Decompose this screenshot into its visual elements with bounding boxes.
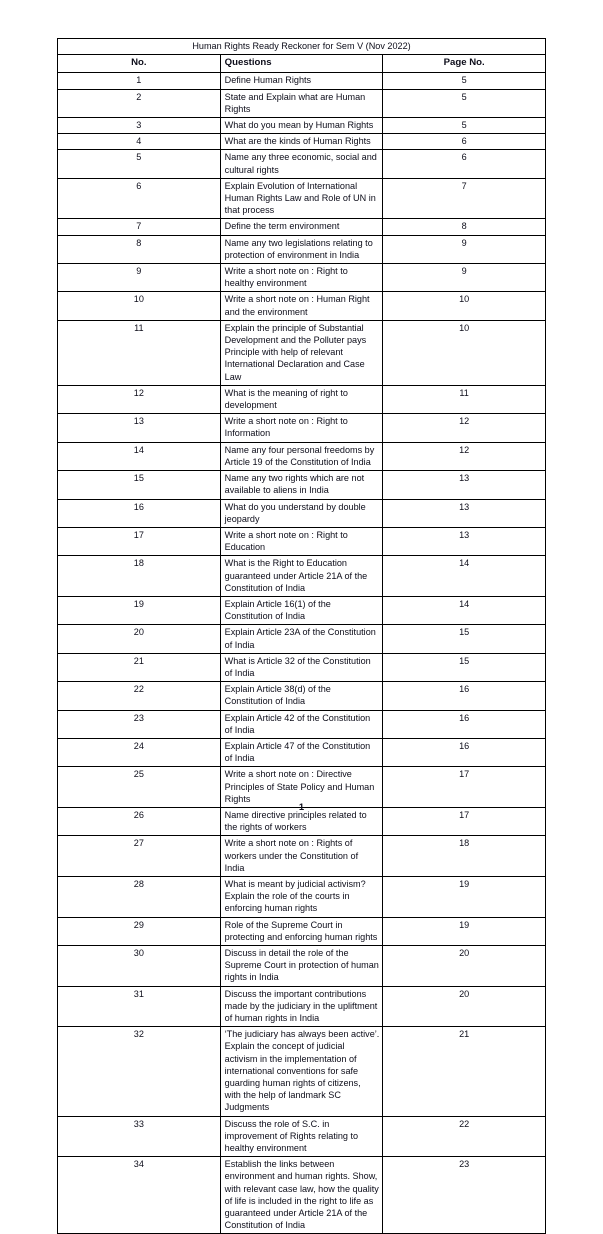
row-number: 33 <box>58 1116 221 1157</box>
row-number: 2 <box>58 89 221 117</box>
row-question: State and Explain what are Human Rights <box>220 89 383 117</box>
row-question: Name any two legislations relating to protection of environment in India <box>220 235 383 263</box>
table-row <box>58 946 546 987</box>
row-number: 11 <box>58 320 221 385</box>
row-number: 9 <box>58 264 221 292</box>
table-row <box>58 527 546 555</box>
row-question: What do you mean by Human Rights <box>220 118 383 134</box>
row-number: 19 <box>58 596 221 624</box>
row-page-number: 13 <box>383 499 546 527</box>
row-question: Discuss the role of S.C. in improvement of Rights relating to healthy environment <box>220 1116 383 1157</box>
row-question: What is Article 32 of the Constitution of India <box>220 653 383 681</box>
table-row <box>58 917 546 945</box>
table-row <box>58 986 546 1027</box>
row-page-number: 5 <box>383 73 546 89</box>
row-number: 30 <box>58 946 221 987</box>
row-question: Define the term environment <box>220 219 383 235</box>
row-page-number: 20 <box>383 986 546 1027</box>
row-page-number: 10 <box>383 320 546 385</box>
table-row <box>58 292 546 320</box>
row-number: 12 <box>58 385 221 413</box>
table-row <box>58 1157 546 1234</box>
table-row <box>58 178 546 219</box>
row-number: 13 <box>58 414 221 442</box>
row-question: Name any three economic, social and cultural rights <box>220 150 383 178</box>
row-question: Discuss in detail the role of the Supreme Court in protection of human rights in India <box>220 946 383 987</box>
row-number: 8 <box>58 235 221 263</box>
row-question: Role of the Supreme Court in protecting and enforcing human rights <box>220 917 383 945</box>
table-row <box>58 738 546 766</box>
table-row <box>58 235 546 263</box>
row-number: 31 <box>58 986 221 1027</box>
row-number: 14 <box>58 442 221 470</box>
table-row <box>58 1027 546 1116</box>
row-page-number: 17 <box>383 767 546 808</box>
row-question: Write a short note on : Human Right and the environment <box>220 292 383 320</box>
table-row <box>58 710 546 738</box>
row-question: Establish the links between environment and human rights. Show, with relevant case law, how the quality of life is included in the right to life as guaranteed under Article 21A of the Constitution of India <box>220 1157 383 1234</box>
row-number: 25 <box>58 767 221 808</box>
row-page-number: 14 <box>383 556 546 597</box>
row-page-number: 8 <box>383 219 546 235</box>
row-question: What is meant by judicial activism? Explain the role of the courts in enforcing human rights <box>220 876 383 917</box>
row-page-number: 20 <box>383 946 546 987</box>
row-page-number: 9 <box>383 264 546 292</box>
row-question: ‘The judiciary has always been active’. Explain the concept of judicial activism in the implementation of international conventions for safe guarding human rights of citizens, with the help of landmark SC Judgments <box>220 1027 383 1116</box>
row-question: What is the Right to Education guaranteed under Article 21A of the Constitution of India <box>220 556 383 597</box>
row-number: 10 <box>58 292 221 320</box>
row-page-number: 10 <box>383 292 546 320</box>
table-row <box>58 556 546 597</box>
column-header-questions: Questions <box>220 55 383 73</box>
row-number: 29 <box>58 917 221 945</box>
table-row <box>58 320 546 385</box>
row-question: Write a short note on : Right to Information <box>220 414 383 442</box>
table-row <box>58 471 546 499</box>
row-page-number: 7 <box>383 178 546 219</box>
table-row <box>58 876 546 917</box>
row-number: 32 <box>58 1027 221 1116</box>
table-row <box>58 414 546 442</box>
row-question: Name any four personal freedoms by Article 19 of the Constitution of India <box>220 442 383 470</box>
table-row <box>58 442 546 470</box>
row-page-number: 5 <box>383 118 546 134</box>
row-question: What do you understand by double jeopardy <box>220 499 383 527</box>
table-body <box>58 39 546 1234</box>
row-number: 6 <box>58 178 221 219</box>
table-row <box>58 499 546 527</box>
row-page-number: 13 <box>383 527 546 555</box>
row-page-number: 16 <box>383 710 546 738</box>
table-row <box>58 625 546 653</box>
table-row <box>58 1116 546 1157</box>
row-number: 26 <box>58 807 221 835</box>
row-question: Write a short note on : Directive Principles of State Policy and Human Rights <box>220 767 383 808</box>
row-page-number: 5 <box>383 89 546 117</box>
page-number: 1 <box>298 801 305 812</box>
row-question: Explain Article 38(d) of the Constitution of India <box>220 682 383 710</box>
row-number: 18 <box>58 556 221 597</box>
row-question: Write a short note on : Right to healthy environment <box>220 264 383 292</box>
row-question: Explain Article 16(1) of the Constitution of India <box>220 596 383 624</box>
row-question: Explain Article 42 of the Constitution of India <box>220 710 383 738</box>
row-number: 28 <box>58 876 221 917</box>
column-header-no: No. <box>58 55 221 73</box>
table-row <box>58 385 546 413</box>
row-number: 3 <box>58 118 221 134</box>
row-question: Explain Article 47 of the Constitution of India <box>220 738 383 766</box>
row-question: Discuss the important contributions made by the judiciary in the upliftment of human rights in India <box>220 986 383 1027</box>
row-number: 22 <box>58 682 221 710</box>
row-page-number: 23 <box>383 1157 546 1234</box>
row-page-number: 12 <box>383 442 546 470</box>
ready-reckoner-table <box>57 38 546 1234</box>
table-row <box>58 89 546 117</box>
row-question: Name directive principles related to the rights of workers <box>220 807 383 835</box>
row-page-number: 6 <box>383 134 546 150</box>
row-number: 23 <box>58 710 221 738</box>
row-question: What are the kinds of Human Rights <box>220 134 383 150</box>
row-number: 34 <box>58 1157 221 1234</box>
row-number: 17 <box>58 527 221 555</box>
row-page-number: 17 <box>383 807 546 835</box>
table-row <box>58 264 546 292</box>
document-title: Human Rights Ready Reckoner for Sem V (Nov 2022) <box>58 39 546 55</box>
row-page-number: 14 <box>383 596 546 624</box>
row-question: Explain the principle of Substantial Development and the Polluter pays Principle with help of relevant International Declaration and Case Law <box>220 320 383 385</box>
row-page-number: 12 <box>383 414 546 442</box>
row-page-number: 16 <box>383 682 546 710</box>
row-question: What is the meaning of right to development <box>220 385 383 413</box>
row-question: Explain Evolution of International Human Rights Law and Role of UN in that process <box>220 178 383 219</box>
table-row <box>58 596 546 624</box>
table-row <box>58 73 546 89</box>
row-number: 5 <box>58 150 221 178</box>
table-row <box>58 219 546 235</box>
table-header-row <box>58 55 546 73</box>
table-row <box>58 134 546 150</box>
row-question: Name any two rights which are not available to aliens in India <box>220 471 383 499</box>
row-number: 16 <box>58 499 221 527</box>
row-question: Write a short note on : Right to Education <box>220 527 383 555</box>
row-number: 15 <box>58 471 221 499</box>
row-page-number: 19 <box>383 917 546 945</box>
row-page-number: 18 <box>383 836 546 877</box>
row-question: Explain Article 23A of the Constitution of India <box>220 625 383 653</box>
row-page-number: 11 <box>383 385 546 413</box>
table-row <box>58 150 546 178</box>
table-row <box>58 682 546 710</box>
table-row <box>58 118 546 134</box>
row-page-number: 6 <box>383 150 546 178</box>
row-page-number: 19 <box>383 876 546 917</box>
row-page-number: 15 <box>383 653 546 681</box>
column-header-page-no: Page No. <box>383 55 546 73</box>
row-page-number: 13 <box>383 471 546 499</box>
row-number: 24 <box>58 738 221 766</box>
row-page-number: 15 <box>383 625 546 653</box>
table-title-row <box>58 39 546 55</box>
row-page-number: 16 <box>383 738 546 766</box>
row-number: 7 <box>58 219 221 235</box>
row-number: 27 <box>58 836 221 877</box>
row-number: 4 <box>58 134 221 150</box>
row-page-number: 22 <box>383 1116 546 1157</box>
table-row <box>58 653 546 681</box>
row-page-number: 21 <box>383 1027 546 1116</box>
row-number: 1 <box>58 73 221 89</box>
row-question: Define Human Rights <box>220 73 383 89</box>
row-number: 21 <box>58 653 221 681</box>
row-page-number: 9 <box>383 235 546 263</box>
row-number: 20 <box>58 625 221 653</box>
row-question: Write a short note on : Rights of workers under the Constitution of India <box>220 836 383 877</box>
